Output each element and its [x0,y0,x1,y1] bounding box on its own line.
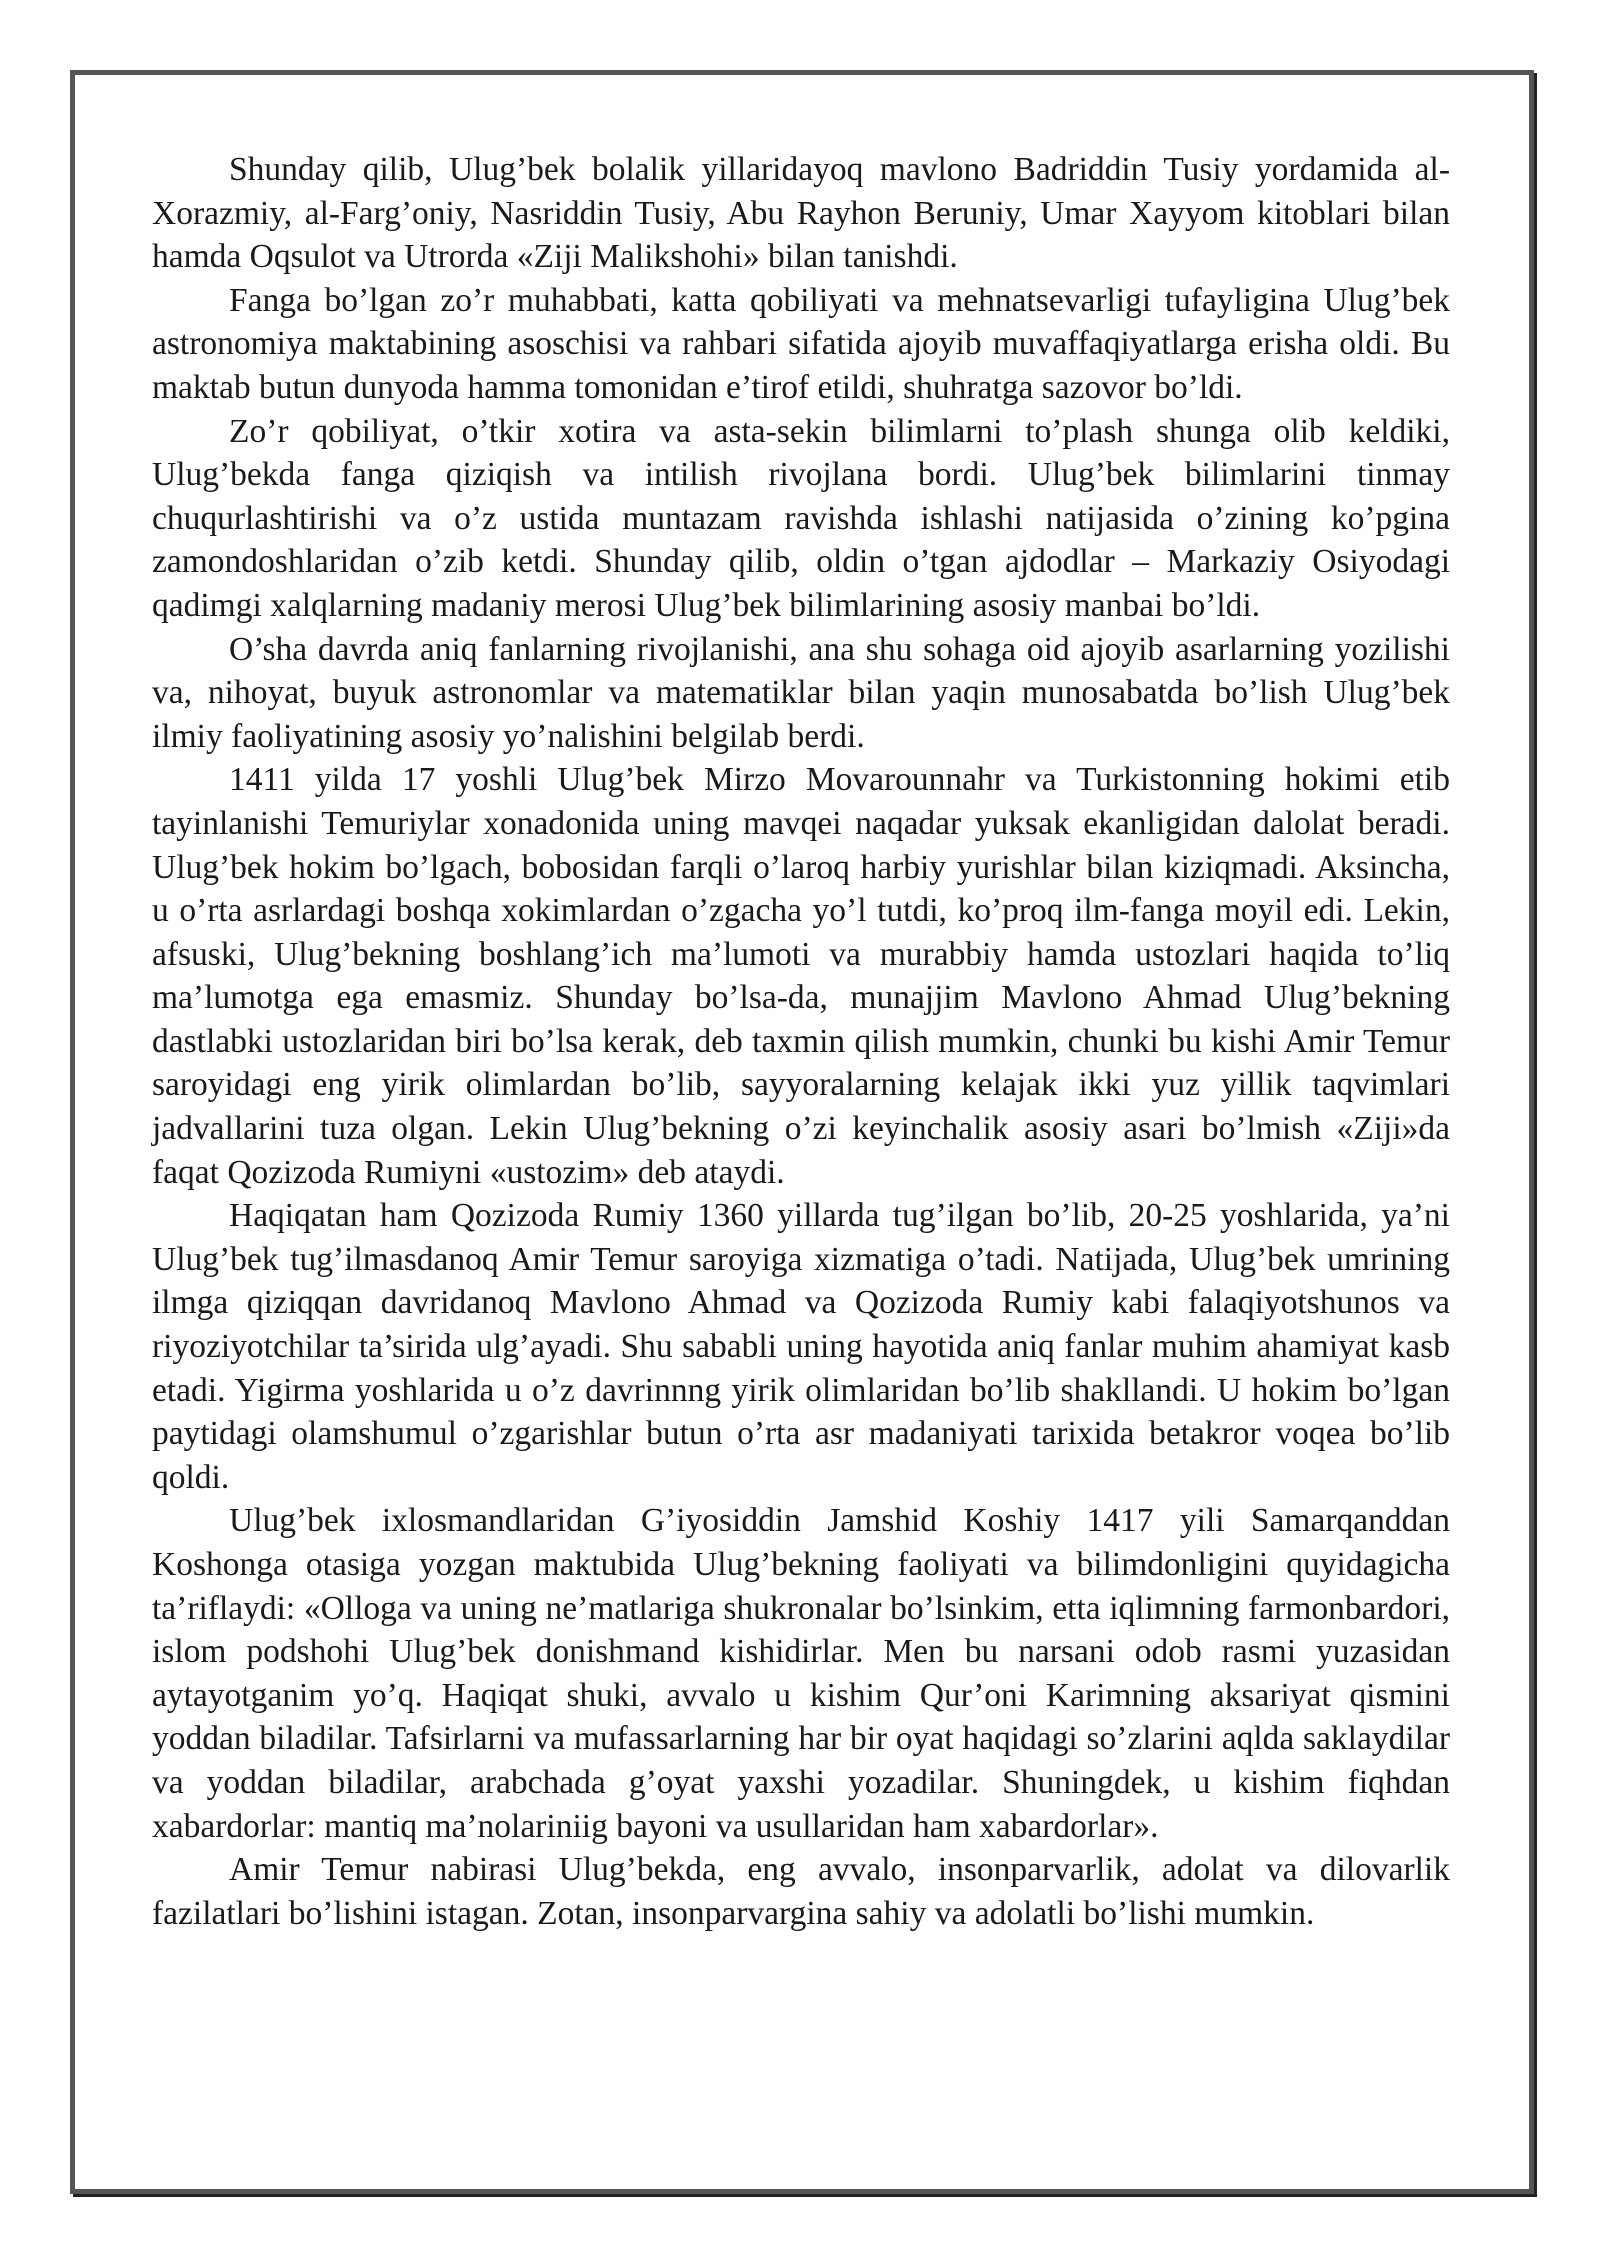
paragraph-6: Haqiqatan ham Qozizoda Rumiy 1360 yillarda tug’ilgan bo’lib, 20-25 yoshlarida, ya’ni Ulug’bek tug’ilmasdanoq Amir Temur saroyiga xizmatiga o’tadi. Natijada, Ulug’bek umrining ilmga qiziqqan davridanoq Mavlono Ahmad va Qozizoda Rumiy kabi falaqiyotshunos va riyoziyotchilar ta’sirida ulg’ayadi. Shu sababli uning hayotida aniq fanlar muhim ahamiyat kasb etadi. Yigirma yoshlarida u o’z davrinnng yirik olimlaridan bo’lib shakllandi. U hokim bo’lgan paytidagi olamshumul o’zgarishlar butun o’rta asr madaniyati tarixida betakror voqea bo’lib qoldi. [152,1197,1450,1496]
paragraph-4: O’sha davrda aniq fanlarning rivojlanishi, ana shu sohaga oid ajoyib asarlarning yozilishi va, nihoyat, buyuk astronomlar va matematiklar bilan yaqin munosabatda bo’lish Ulug’bek ilmiy faoliyatining asosiy yo’nalishini belgilab berdi. [152,630,1450,755]
document-body [152,148,1450,1935]
paragraph-2: Fanga bo’lgan zo’r muhabbati, katta qobiliyati va mehnatsevarligi tufayligina Ulug’bek astronomiya maktabining asoschisi va rahbari sifatida ajoyib muvaffaqiyatlarga erisha oldi. Bu maktab butun dunyoda hamma tomonidan e’tirof etildi, shuhratga sazovor bo’ldi. [152,281,1450,406]
paragraph-1: Shunday qilib, Ulug’bek bolalik yillaridayoq mavlono Badriddin Tusiy yordamida al-Xorazmiy, al-Farg’oniy, Nasriddin Tusiy, Abu Rayhon Beruniy, Umar Xayyom kitoblari bilan hamda Oqsulot va Utrorda «Ziji Malikshohi» bilan tanishdi. [152,151,1450,276]
paragraph-5: 1411 yilda 17 yoshli Ulug’bek Mirzo Movarounnahr va Turkistonning hokimi etib tayinlanishi Temuriylar xonadonida uning mavqei naqadar yuksak ekanligidan dalolat beradi. Ulug’bek hokim bo’lgach, bobosidan farqli o’laroq harbiy yurishlar bilan kiziqmadi. Aksincha, u o’rta asrlardagi boshqa xokimlardan o’zgacha yo’l tutdi, ko’proq ilm-fanga moyil edi. Lekin, afsuski, Ulug’bekning boshlang’ich ma’lumoti va murabbiy hamda ustozlari haqida to’liq ma’lumotga ega emasmiz. Shunday bo’lsa-da, munajjim Mavlono Ahmad Ulug’bekning dastlabki ustozlaridan biri bo’lsa kerak, deb taxmin qilish mumkin, chunki bu kishi Amir Temur saroyidagi eng yirik olimlardan bo’lib, sayyoralarning kelajak ikki yuz yillik taqvimlari jadvallarini tuza olgan. Lekin Ulug’bekning o’zi keyinchalik asosiy asari bo’lmish «Ziji»da faqat Qozizoda Rumiyni «ustozim» deb ataydi. [152,761,1450,1191]
paragraph-8: Amir Temur nabirasi Ulug’bekda, eng avvalo, insonparvarlik, adolat va dilovarlik fazilatlari bo’lishini istagan. Zotan, insonparvargina sahiy va adolatli bo’lishi mumkin. [152,1851,1450,1932]
paragraph-3: Zo’r qobiliyat, o’tkir xotira va asta-sekin bilimlarni to’plash shunga olib keldiki, Ulug’bekda fanga qiziqish va intilish rivojlana bordi. Ulug’bek bilimlarini tinmay chuqurlashtirishi va o’z ustida muntazam ravishda ishlashi natijasida o’zining ko’pgina zamondoshlaridan o’zib ketdi. Shunday qilib, oldin o’tgan ajdodlar – Markaziy Osiyodagi qadimgi xalqlarning madaniy merosi Ulug’bek bilimlarining asosiy manbai bo’ldi. [152,412,1450,624]
paragraph-7: Ulug’bek ixlosmandlaridan G’iyosiddin Jamshid Koshiy 1417 yili Samarqanddan Koshonga otasiga yozgan maktubida Ulug’bekning faoliyati va bilimdonligini quyidagicha ta’riflaydi: «Olloga va uning ne’matlariga shukronalar bo’lsinkim, etta iqlimning farmonbardori, islom podshohi Ulug’bek donishmand kishidirlar. Men bu narsani odob rasmi yuzasidan aytayotganim yo’q. Haqiqat shuki, avvalo u kishim Qur’oni Karimning aksariyat qismini yoddan biladilar. Tafsirlarni va mufassarlarning har bir oyat haqidagi so’zlarini aqlda saklaydilar va yoddan biladilar, arabchada g’oyat yaxshi yozadilar. Shuningdek, u kishim fiqhdan xabardorlar: mantiq ma’nolariniig bayoni va usullaridan ham xabardorlar». [152,1502,1450,1845]
